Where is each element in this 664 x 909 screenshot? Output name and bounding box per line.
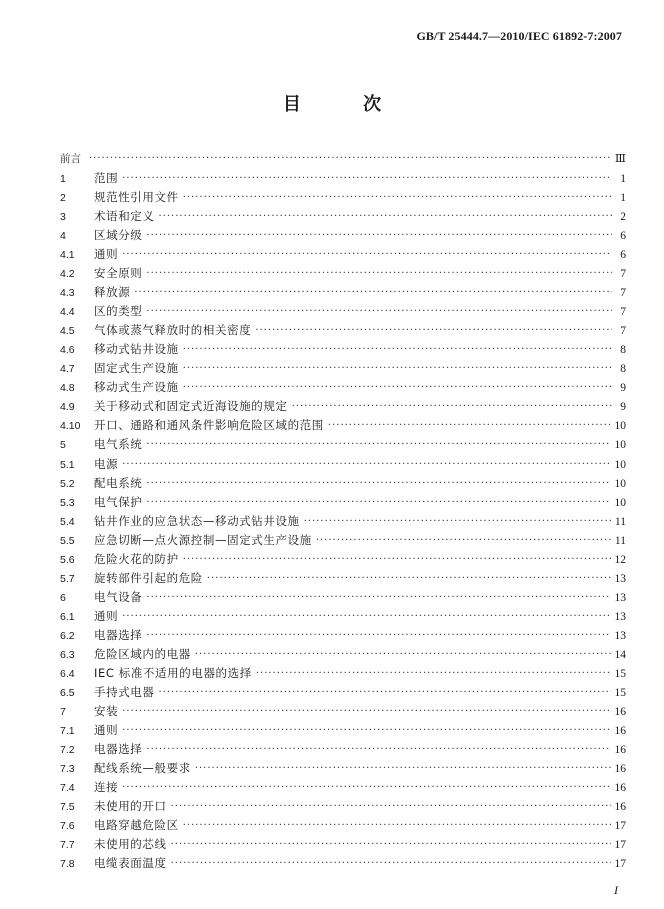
dot-leader [146, 435, 610, 454]
toc-entry[interactable] [60, 397, 626, 416]
toc-entry-number: 5.7 [60, 572, 75, 585]
toc-entry-page: 16 [614, 801, 626, 814]
toc-entry[interactable] [60, 493, 626, 512]
toc-entry-label: 电缆表面温度 [94, 856, 167, 871]
toc-entry[interactable] [60, 778, 626, 797]
toc-entry-label: 气体或蒸气释放时的相关密度 [94, 323, 252, 338]
toc-entry[interactable] [60, 283, 626, 302]
toc-entry-label: 钻井作业的应急状态—移动式钻井设施 [94, 513, 300, 528]
dot-leader [146, 588, 610, 607]
toc-entry-page: 16 [614, 763, 626, 775]
toc-entry-page: 10 [614, 439, 626, 452]
toc-entry-page: 13 [614, 610, 626, 623]
dot-leader [146, 264, 612, 283]
toc-entry[interactable] [60, 645, 626, 664]
toc-entry[interactable] [60, 226, 626, 245]
toc-entry-label: IEC 标准不适用的电器的选择 [94, 665, 252, 680]
toc-entry-page: 7 [620, 325, 626, 338]
toc-entry[interactable] [60, 169, 626, 188]
toc-entry[interactable] [60, 378, 626, 397]
toc-entry-number: 5.3 [60, 496, 75, 509]
toc-entry-page: 9 [620, 401, 626, 414]
dot-leader [171, 797, 611, 816]
toc-entry-number: 6.2 [60, 629, 75, 642]
toc-entry[interactable] [60, 835, 626, 854]
toc-entry-label: 安全原则 [94, 266, 143, 281]
toc-entry-number: 7.8 [60, 858, 75, 871]
dot-leader [171, 835, 611, 854]
toc-entry[interactable] [60, 512, 626, 531]
toc-entry-page: 13 [614, 572, 626, 585]
toc-entry-number: 7.1 [60, 724, 75, 737]
toc-entry-number: 4.5 [60, 325, 75, 338]
toc-entry-page: 8 [620, 363, 626, 376]
toc-entry-page: 13 [614, 591, 626, 604]
toc-entry-label: 安装 [94, 703, 119, 718]
toc-entry[interactable] [60, 664, 626, 683]
toc-entry[interactable] [60, 721, 626, 740]
toc-entry-page: 8 [620, 344, 626, 357]
dot-leader [195, 759, 611, 778]
toc-entry-label: 区的类型 [94, 304, 143, 319]
toc-entry-label: 危险区域内的电器 [94, 646, 191, 661]
toc-entry-number: 前言 [60, 153, 81, 165]
toc-entry-number: 3 [60, 211, 66, 224]
toc-entry-number: 4.8 [60, 382, 75, 395]
toc-entry-page: 14 [614, 648, 626, 661]
dot-leader [122, 245, 612, 264]
toc-entry-number: 6.5 [60, 686, 75, 699]
toc-entry-page: 10 [614, 458, 626, 471]
toc-entry-label: 电器选择 [94, 741, 143, 756]
toc-entry-page: 7 [620, 268, 626, 281]
toc-entry-label: 移动式钻井设施 [94, 342, 179, 357]
toc-entry-label: 通则 [94, 722, 119, 737]
toc-entry-number: 4.4 [60, 306, 75, 319]
toc-entry-label: 规范性引用文件 [94, 190, 179, 205]
dot-leader [146, 302, 612, 321]
dot-leader [122, 721, 610, 740]
toc-entry-label: 固定式生产设施 [94, 361, 179, 376]
toc-entry-number: 4.6 [60, 344, 75, 357]
toc-entry-page: 17 [614, 839, 626, 852]
toc-entry-page: 10 [614, 496, 626, 509]
toc-entry[interactable] [60, 207, 626, 226]
toc-entry-number: 4.3 [60, 287, 75, 300]
toc-entry-page: Ⅲ [614, 153, 626, 165]
dot-leader [146, 626, 610, 645]
toc-entry-number: 1 [60, 173, 66, 186]
toc-entry[interactable] [60, 588, 626, 607]
toc-entry-page: 7 [620, 287, 626, 300]
toc-entry-number: 7.5 [60, 801, 75, 814]
toc-entry-page: 9 [620, 382, 626, 395]
dot-leader [304, 512, 611, 531]
toc-entry-label: 电气系统 [94, 437, 143, 452]
toc-entry-number: 6.1 [60, 610, 75, 623]
toc-entry-label: 电气保护 [94, 494, 143, 509]
dot-leader [146, 740, 610, 759]
toc-entry-page: 11 [614, 534, 626, 547]
toc-entry-label: 未使用的开口 [94, 799, 167, 814]
toc-entry-page: 1 [620, 173, 626, 186]
toc-entry-number: 7 [60, 705, 66, 718]
toc-entry[interactable] [60, 740, 626, 759]
toc-entry[interactable] [60, 150, 626, 169]
toc-entry-label: 应急切断—点火源控制—固定式生产设施 [94, 532, 312, 547]
toc-entry[interactable] [60, 416, 626, 435]
toc-entry-label: 连接 [94, 780, 119, 795]
toc-entry-number: 2 [60, 192, 66, 205]
toc-entry-number: 4 [60, 230, 66, 243]
dot-leader [122, 455, 610, 474]
dot-leader [183, 188, 612, 207]
toc-entry-number: 7.7 [60, 839, 75, 852]
toc-entry-number: 6.3 [60, 648, 75, 661]
toc-entry-page: 16 [614, 724, 626, 737]
toc-entry-label: 关于移动式和固定式近海设施的规定 [94, 399, 288, 414]
toc-entry-number: 5.1 [60, 458, 75, 471]
toc-entry[interactable] [60, 435, 626, 454]
dot-leader [183, 550, 611, 569]
toc-entry-page: 6 [620, 230, 626, 243]
toc-entry-number: 5.2 [60, 477, 75, 490]
toc-entry[interactable] [60, 797, 626, 816]
toc-entry-page: 16 [614, 743, 626, 756]
toc-entry-label: 通则 [94, 247, 119, 262]
toc-entry-label: 术语和定义 [94, 209, 155, 224]
toc-entry-label: 手持式电器 [94, 684, 155, 699]
toc-entry-label: 范围 [94, 171, 119, 186]
toc-entry-number: 4.9 [60, 401, 75, 414]
toc-entry-label: 配线系统—般要求 [94, 761, 191, 775]
toc-entry-number: 5.6 [60, 553, 75, 566]
toc-entry-label: 未使用的芯线 [94, 837, 167, 852]
dot-leader [183, 816, 611, 835]
dot-leader [122, 702, 610, 721]
toc-entry-page: 10 [614, 477, 626, 490]
toc-entry-page: 15 [614, 686, 626, 699]
dot-leader [122, 607, 610, 626]
page-title: 目 次 [282, 94, 410, 115]
dot-leader [146, 226, 612, 245]
toc-entry[interactable] [60, 759, 626, 778]
toc-entry[interactable] [60, 683, 626, 702]
toc-entry-number: 6.4 [60, 667, 75, 680]
toc-entry-number: 7.3 [60, 763, 75, 775]
table-of-contents [60, 150, 626, 873]
dot-leader [183, 378, 612, 397]
dot-leader [146, 493, 610, 512]
toc-entry-page: 1 [620, 192, 626, 205]
toc-entry-number: 7.4 [60, 782, 75, 795]
toc-entry[interactable] [60, 321, 626, 340]
dot-leader [134, 283, 612, 302]
dot-leader [122, 778, 610, 797]
toc-entry-number: 4.10 [60, 420, 81, 433]
toc-entry[interactable] [60, 340, 626, 359]
toc-entry[interactable] [60, 264, 626, 283]
toc-entry[interactable] [60, 816, 626, 835]
dot-leader [292, 397, 612, 416]
toc-entry[interactable] [60, 550, 626, 569]
dot-leader [89, 149, 611, 168]
toc-entry[interactable] [60, 569, 626, 588]
toc-entry-page: 2 [620, 211, 626, 224]
toc-entry-label: 电器选择 [94, 627, 143, 642]
standard-number-header: GB/T 25444.7—2010/IEC 61892-7:2007 [416, 29, 622, 43]
dot-leader [256, 664, 611, 683]
toc-entry-page: 6 [620, 249, 626, 262]
toc-entry-label: 移动式生产设施 [94, 380, 179, 395]
toc-entry-page: 10 [614, 420, 626, 433]
toc-entry[interactable] [60, 474, 626, 493]
toc-entry-page: 17 [614, 820, 626, 833]
toc-entry-page: 15 [614, 667, 626, 680]
dot-leader [195, 645, 611, 664]
toc-entry[interactable] [60, 854, 626, 873]
toc-entry[interactable] [60, 607, 626, 626]
toc-entry-label: 释放源 [94, 285, 131, 300]
toc-entry-number: 7.6 [60, 820, 75, 833]
toc-entry-label: 电路穿越危险区 [94, 818, 179, 833]
toc-entry[interactable] [60, 188, 626, 207]
toc-entry[interactable] [60, 531, 626, 550]
toc-entry[interactable] [60, 245, 626, 264]
dot-leader [316, 531, 611, 550]
page-number-footer: I [614, 883, 618, 897]
toc-entry-number: 4.2 [60, 268, 75, 281]
toc-entry-page: 11 [614, 515, 626, 528]
dot-leader [159, 683, 611, 702]
toc-entry[interactable] [60, 302, 626, 321]
dot-leader [122, 169, 612, 188]
dot-leader [159, 207, 613, 226]
toc-entry-number: 6 [60, 591, 66, 604]
dot-leader [255, 321, 612, 340]
toc-entry[interactable] [60, 359, 626, 378]
dot-leader [207, 569, 611, 588]
toc-entry[interactable] [60, 702, 626, 721]
toc-entry-label: 区域分级 [94, 228, 143, 243]
dot-leader [171, 854, 611, 873]
toc-entry[interactable] [60, 626, 626, 645]
toc-entry-page: 13 [614, 629, 626, 642]
toc-entry-number: 4.1 [60, 249, 75, 262]
toc-entry-label: 旋转部件引起的危险 [94, 570, 203, 585]
toc-entry-label: 开口、通路和通风条件影响危险区域的范围 [94, 418, 324, 433]
toc-entry-label: 电源 [94, 456, 119, 471]
toc-entry-number: 4.7 [60, 363, 75, 376]
toc-entry-page: 17 [614, 858, 626, 871]
toc-entry[interactable] [60, 455, 626, 474]
dot-leader [146, 474, 610, 493]
toc-entry-page: 16 [614, 705, 626, 718]
toc-entry-page: 12 [614, 553, 626, 566]
toc-entry-page: 7 [620, 306, 626, 319]
dot-leader [183, 359, 612, 378]
toc-entry-page: 16 [614, 782, 626, 795]
toc-entry-label: 通则 [94, 608, 119, 623]
toc-entry-number: 7.2 [60, 743, 75, 756]
dot-leader [328, 416, 611, 435]
toc-entry-number: 5.4 [60, 515, 75, 528]
toc-entry-number: 5.5 [60, 534, 75, 547]
toc-entry-label: 配电系统 [94, 475, 143, 490]
toc-entry-number: 5 [60, 439, 66, 452]
dot-leader [183, 340, 612, 359]
toc-entry-label: 危险火花的防护 [94, 551, 179, 566]
toc-entry-label: 电气设备 [94, 589, 143, 604]
